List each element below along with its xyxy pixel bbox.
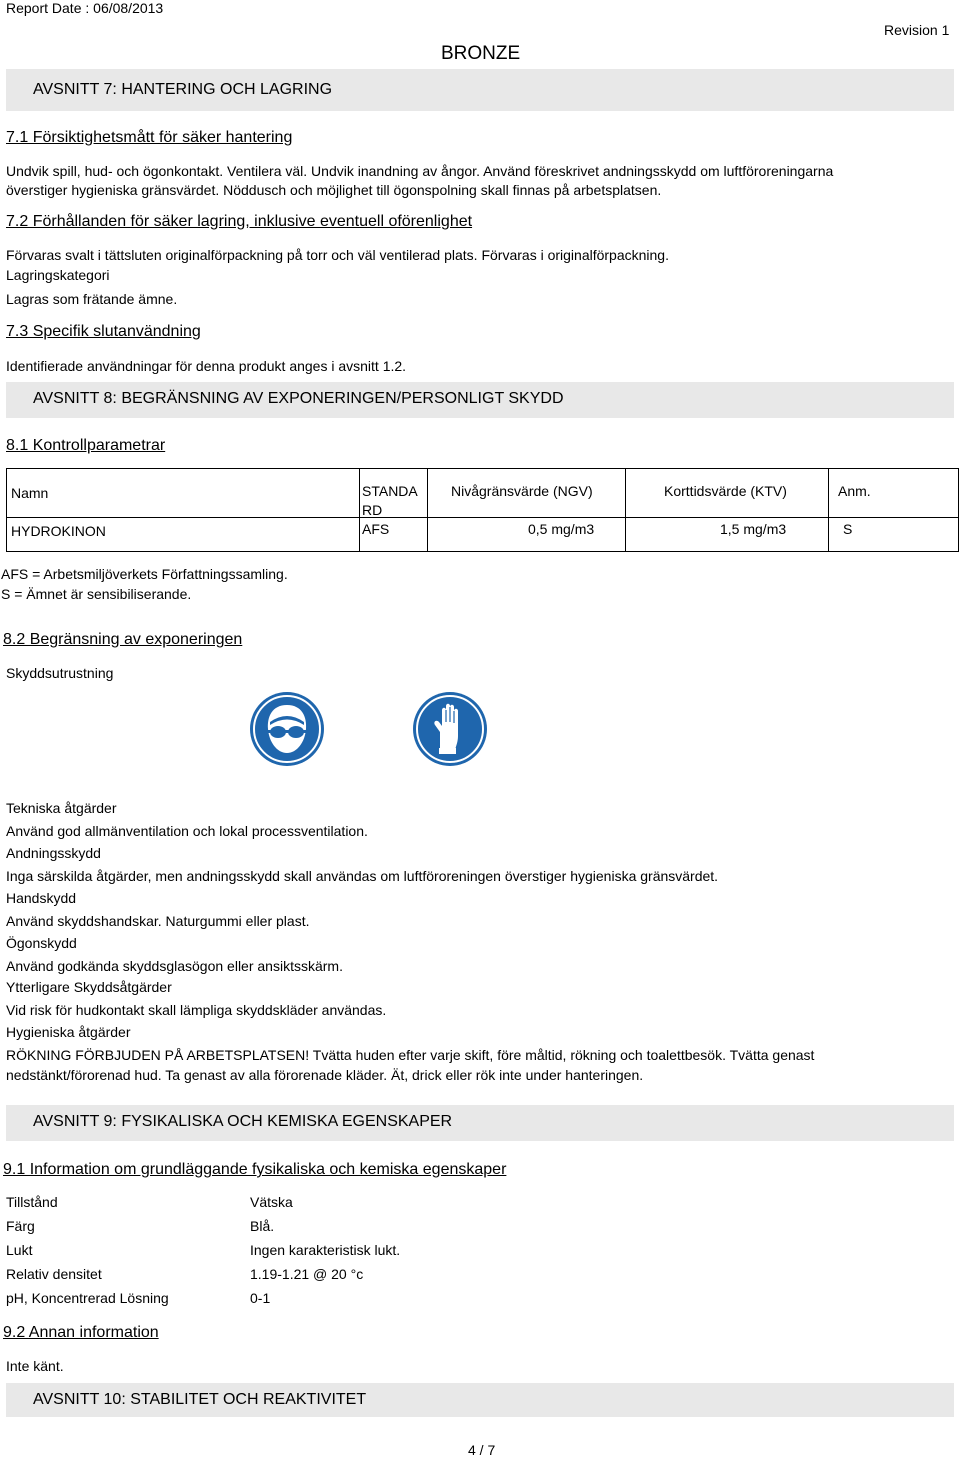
- prop-label: Färg: [6, 1218, 35, 1234]
- prop-value: Vätska: [250, 1194, 293, 1210]
- eye-protection-value: Använd godkända skyddsglasögon eller ansiktsskärm.: [6, 958, 343, 974]
- heading-8-2: 8.2 Begränsning av exponeringen: [3, 631, 243, 648]
- hygiene-value-line1: RÖKNING FÖRBJUDEN PÅ ARBETSPLATSEN! Tvätta huden efter varje skift, före måltid, rökning och toalettbesök. Tvätta genast: [6, 1047, 815, 1063]
- prop-value: 0-1: [250, 1290, 271, 1306]
- page-number: 4 / 7: [468, 1442, 496, 1458]
- cell-anm: S: [843, 521, 853, 537]
- col-header-name: Namn: [11, 485, 49, 501]
- hygiene-label: Hygieniska åtgärder: [6, 1024, 131, 1040]
- note-s: S = Ämnet är sensibiliserande.: [1, 586, 192, 602]
- product-name: BRONZE: [441, 43, 521, 64]
- cell-standard: AFS: [362, 521, 390, 537]
- hand-protection-icon: [413, 692, 487, 766]
- hygiene-value-line2: nedstänkt/förorenad hud. Ta genast av alla förorenade kläder. Ät, drick eller rök inte under hanteringen.: [6, 1067, 644, 1083]
- heading-8-1: 8.1 Kontrollparametrar: [6, 437, 166, 454]
- text-7-1-line2: överstiger hygieniska gränsvärdet. Nöddusch och möjlighet till ögonspolning skall finnas på arbetsplatsen.: [6, 182, 662, 198]
- section-8-title: AVSNITT 8: BEGRÄNSNING AV EXPONERINGEN/PERSONLIGT SKYDD: [33, 390, 564, 407]
- additional-measures-label: Ytterligare Skyddsåtgärder: [6, 979, 172, 995]
- section-7-bar: [6, 69, 954, 111]
- section-9-title: AVSNITT 9: FYSIKALISKA OCH KEMISKA EGENSKAPER: [33, 1113, 453, 1130]
- tech-measures-value: Använd god allmänventilation och lokal processventilation.: [6, 823, 368, 839]
- section-10-bar: [6, 1383, 954, 1417]
- prop-label: pH, Koncentrerad Lösning: [6, 1290, 169, 1306]
- heading-9-1: 9.1 Information om grundläggande fysikaliska och kemiska egenskaper: [3, 1161, 507, 1178]
- text-7-2: Förvaras svalt i tättsluten originalförpackning på torr och väl ventilerad plats. Förvaras i originalförpackning.: [6, 247, 669, 263]
- section-9-bar: [6, 1105, 954, 1141]
- prop-label: Relativ densitet: [6, 1266, 102, 1282]
- additional-measures-value: Vid risk för hudkontakt skall lämpliga skyddskläder användas.: [6, 1002, 387, 1018]
- eye-protection-label: Ögonskydd: [6, 935, 77, 951]
- tech-measures-label: Tekniska åtgärder: [6, 800, 117, 816]
- section-10-title: AVSNITT 10: STABILITET OCH REAKTIVITET: [33, 1391, 367, 1408]
- exposure-limits-table: [6, 468, 959, 552]
- text-9-2: Inte känt.: [6, 1358, 64, 1374]
- storage-category-value: Lagras som frätande ämne.: [6, 291, 178, 307]
- prop-value: Ingen karakteristisk lukt.: [250, 1242, 401, 1258]
- prop-label: Lukt: [6, 1242, 33, 1258]
- col-header-ngv: Nivågränsvärde (NGV): [451, 483, 593, 499]
- section-8-bar: [6, 382, 954, 418]
- prop-value: 1.19-1.21 @ 20 °c: [250, 1266, 364, 1282]
- prop-label: Tillstånd: [6, 1194, 58, 1210]
- report-date: Report Date : 06/08/2013: [6, 0, 164, 16]
- eye-protection-icon: [250, 692, 324, 766]
- col-header-standard-line2: RD: [362, 502, 383, 518]
- cell-name: HYDROKINON: [11, 523, 106, 539]
- heading-9-2: 9.2 Annan information: [3, 1324, 159, 1341]
- revision: Revision 1: [884, 22, 950, 38]
- heading-7-1: 7.1 Försiktighetsmått för säker hantering: [6, 129, 293, 146]
- col-header-standard-line1: STANDA: [362, 483, 418, 499]
- hand-protection-label: Handskydd: [6, 890, 77, 906]
- cell-ngv: 0,5 mg/m3: [528, 521, 595, 537]
- prop-value: Blå.: [250, 1218, 275, 1234]
- text-7-1-line1: Undvik spill, hud- och ögonkontakt. Ventilera väl. Undvik inandning av ångor. Använd föreskrivet andningsskydd om luftföroreningarna: [6, 163, 834, 179]
- hand-protection-value: Använd skyddshandskar. Naturgummi eller plast.: [6, 913, 310, 929]
- storage-category-label: Lagringskategori: [6, 267, 110, 283]
- note-afs: AFS = Arbetsmiljöverkets Författningssamling.: [1, 566, 288, 582]
- respiratory-value: Inga särskilda åtgärder, men andningsskydd skall användas om luftföroreningen överstiger hygieniska gränsvärdet.: [6, 868, 719, 884]
- ppe-label: Skyddsutrustning: [6, 665, 114, 681]
- section-7-title: AVSNITT 7: HANTERING OCH LAGRING: [33, 81, 333, 98]
- heading-7-3: 7.3 Specifik slutanvändning: [6, 323, 201, 340]
- col-header-anm: Anm.: [838, 483, 871, 499]
- text-7-3: Identifierade användningar för denna produkt anges i avsnitt 1.2.: [6, 358, 407, 374]
- col-header-ktv: Korttidsvärde (KTV): [664, 483, 787, 499]
- respiratory-label: Andningsskydd: [6, 845, 101, 861]
- cell-ktv: 1,5 mg/m3: [720, 521, 787, 537]
- heading-7-2: 7.2 Förhållanden för säker lagring, inklusive eventuell oförenlighet: [6, 213, 473, 230]
